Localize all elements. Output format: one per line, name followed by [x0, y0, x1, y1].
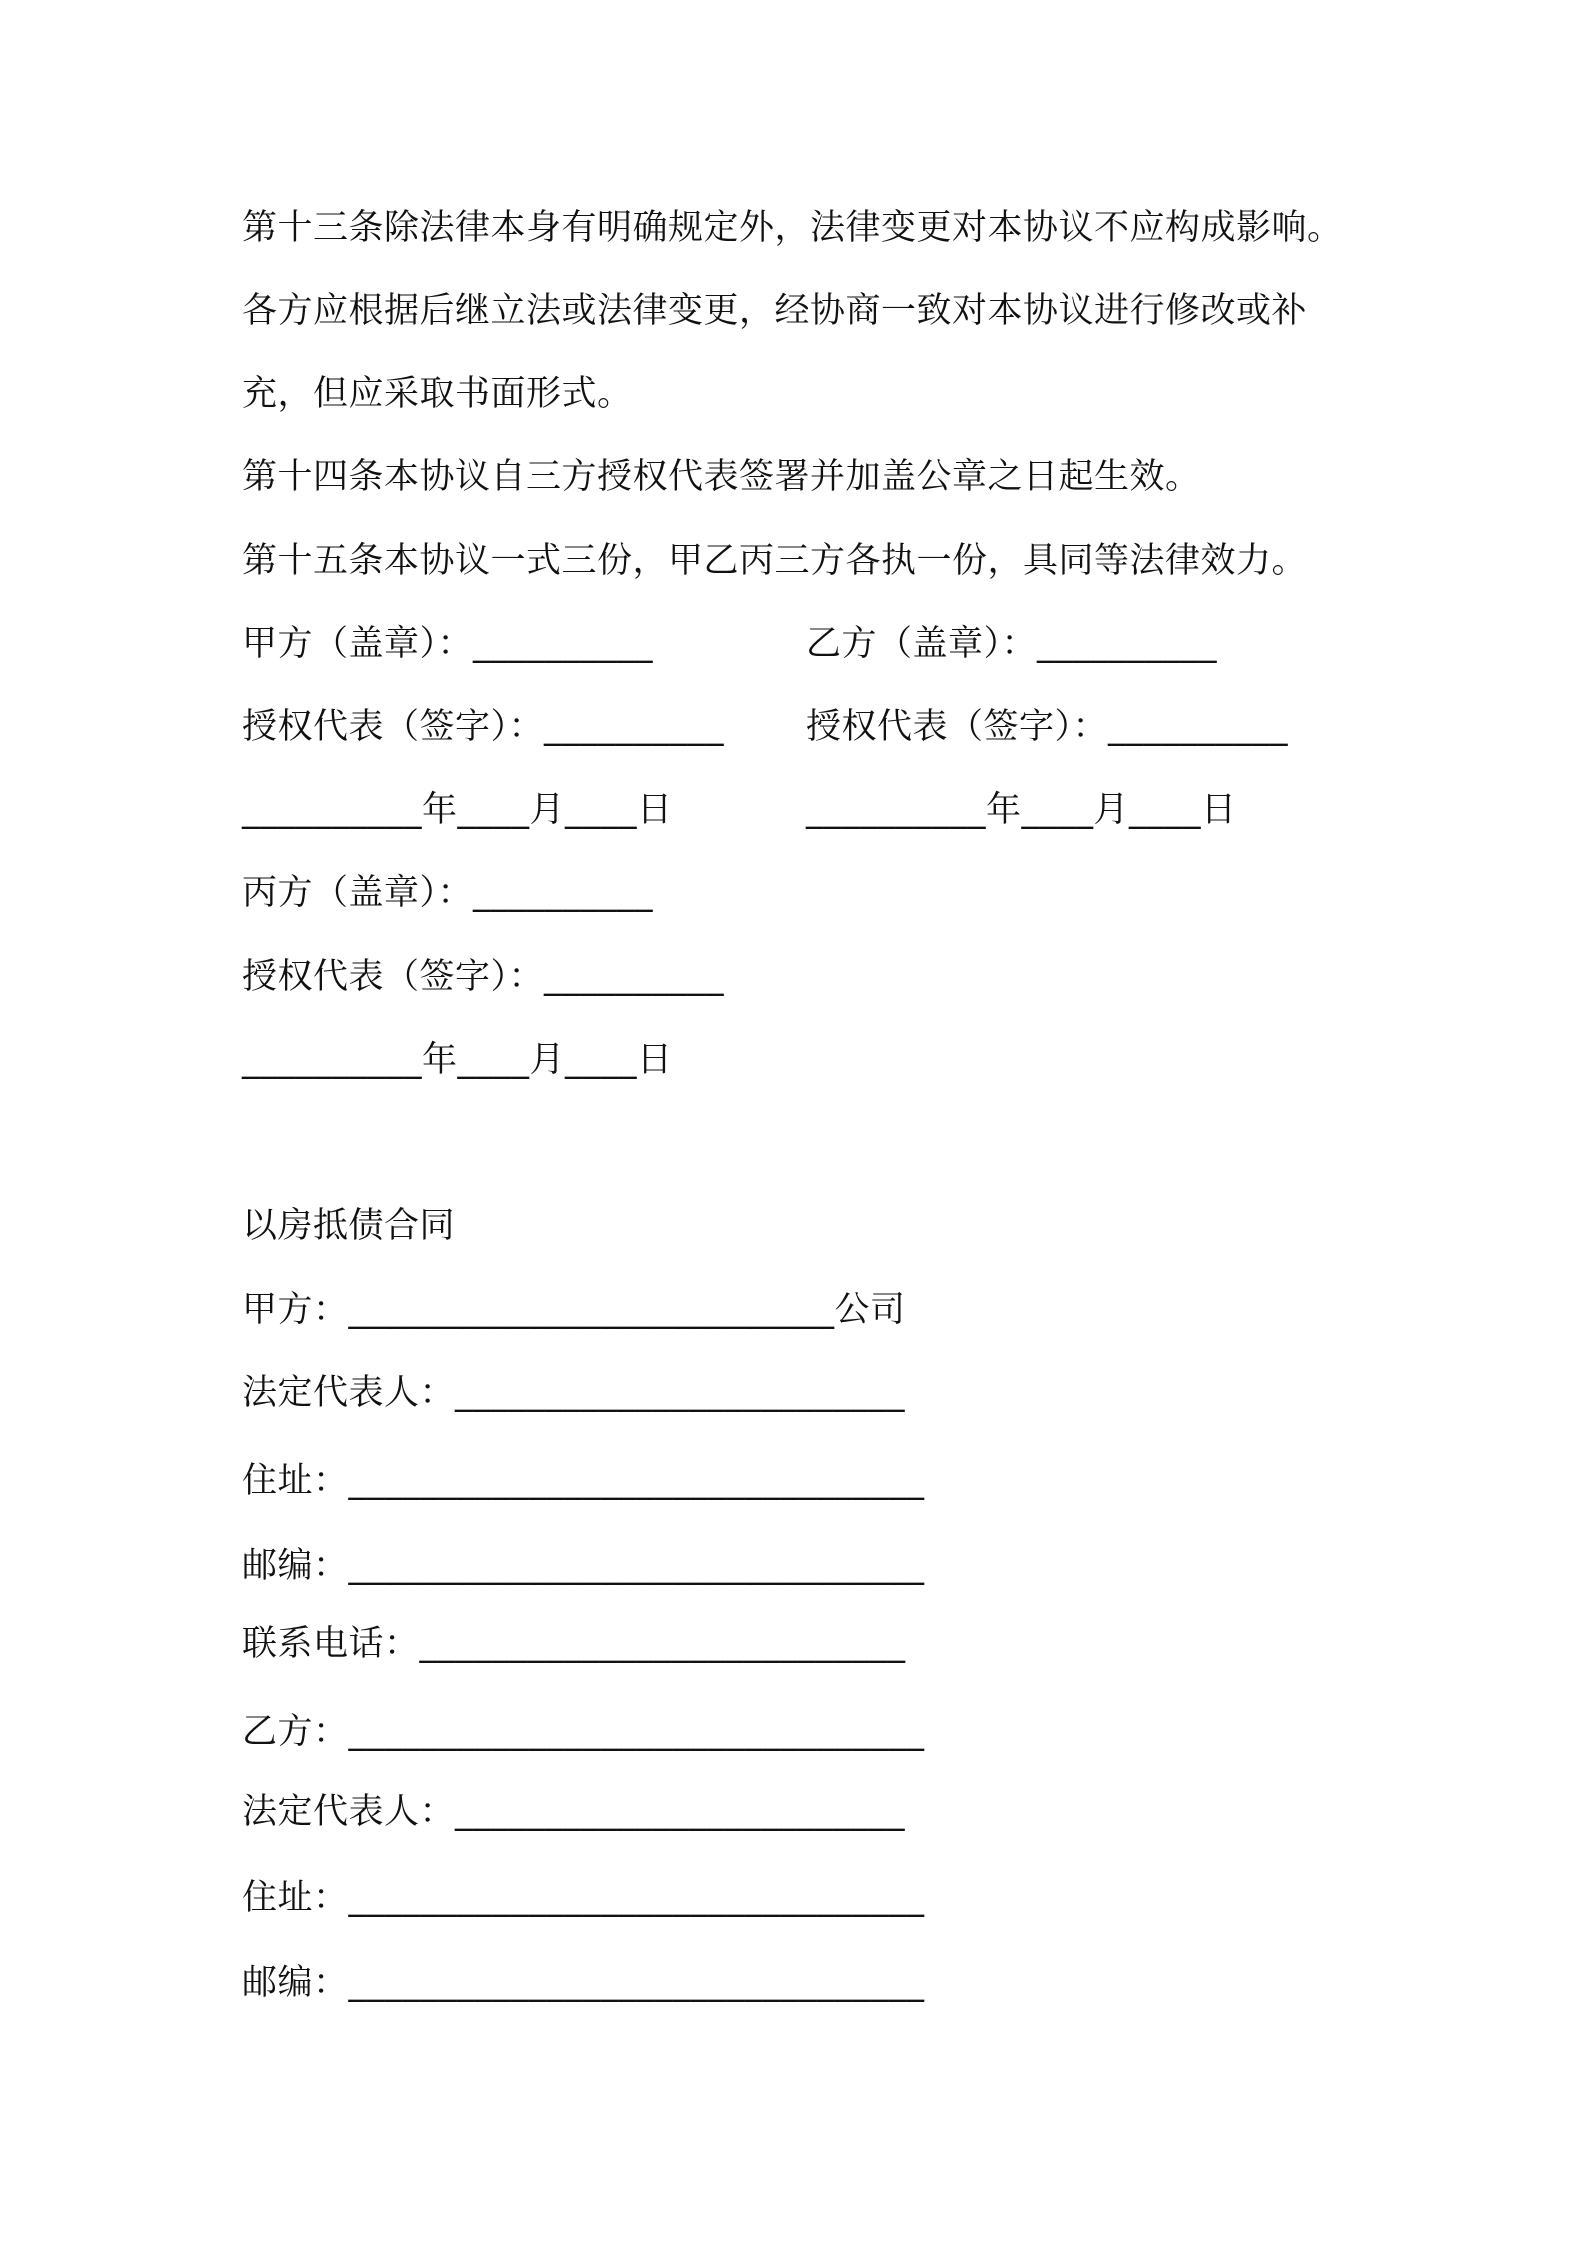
signature-row-representative — [242, 705, 1289, 749]
contract-title: 以房抵债合同 — [242, 1206, 456, 1246]
party-c-seal-field: 丙方（盖章）：__________ — [242, 873, 654, 913]
party-a-postcode-field: 邮编：________________________________ — [242, 1546, 925, 1586]
article-13-line-3: 充，但应采取书面形式。 — [242, 374, 633, 414]
party-b-address-field: 住址：________________________________ — [242, 1878, 925, 1918]
signature-row-seal — [242, 622, 1218, 666]
party-b-seal-field: 乙方（盖章）：__________ — [806, 624, 1218, 664]
party-a-representative-field: 授权代表（签字）：__________ — [242, 707, 725, 747]
party-b-name-field: 乙方：________________________________ — [242, 1712, 925, 1752]
party-a-address-field: 住址：________________________________ — [242, 1461, 925, 1501]
party-a-name-field: 甲方：___________________________公司 — [242, 1290, 906, 1330]
article-15: 第十五条本协议一式三份，甲乙丙三方各执一份，具同等法律效力。 — [242, 541, 1308, 581]
signature-row-date — [242, 788, 1237, 832]
article-14: 第十四条本协议自三方授权代表签署并加盖公章之日起生效。 — [242, 457, 1201, 497]
party-a-seal-field: 甲方（盖章）：__________ — [242, 624, 654, 664]
party-b-postcode-field: 邮编：________________________________ — [242, 1963, 925, 2003]
party-a-date-field: __________年____月____日 — [242, 790, 673, 830]
party-c-representative-field: 授权代表（签字）：__________ — [242, 957, 725, 997]
article-13-line-1: 第十三条除法律本身有明确规定外，法律变更对本协议不应构成影响。 — [242, 208, 1343, 248]
party-b-date-field: __________年____月____日 — [806, 790, 1237, 830]
party-c-date-field: __________年____月____日 — [242, 1040, 673, 1080]
article-13-line-2: 各方应根据后继立法或法律变更，经协商一致对本协议进行修改或补 — [242, 291, 1308, 331]
party-a-legal-rep-field: 法定代表人：_________________________ — [242, 1373, 906, 1413]
party-a-phone-field: 联系电话：___________________________ — [242, 1624, 906, 1664]
party-b-legal-rep-field: 法定代表人：_________________________ — [242, 1792, 906, 1832]
party-b-representative-field: 授权代表（签字）：__________ — [806, 707, 1289, 747]
